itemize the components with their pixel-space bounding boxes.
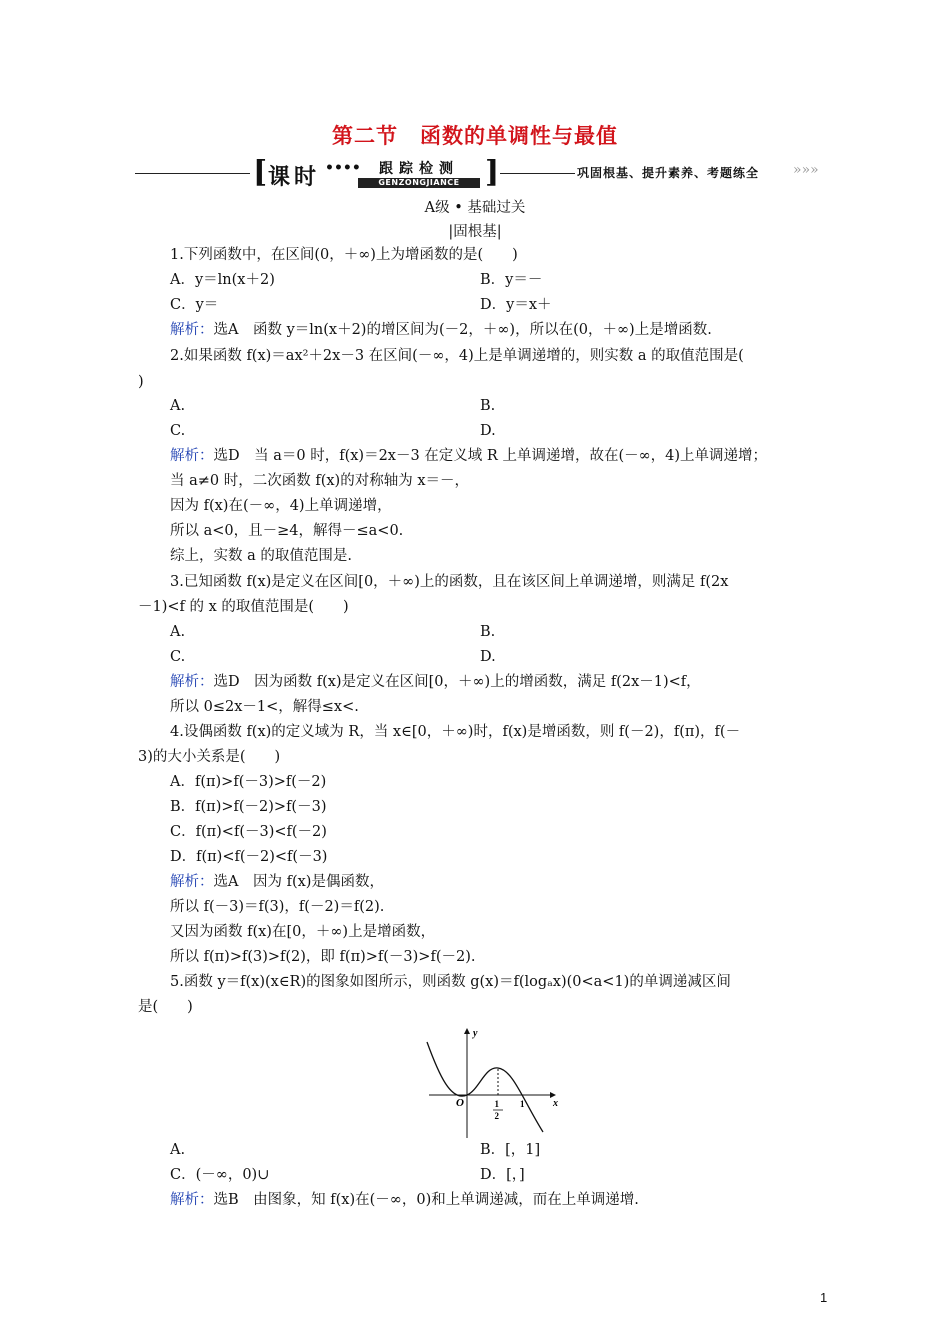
banner-genzong	[358, 158, 480, 186]
line-text: 选A 因为 f(x)是偶函数，	[213, 874, 384, 890]
option-left: C．y＝	[170, 297, 219, 313]
option-right: B．y＝－	[480, 272, 543, 288]
x-axis-label: x	[553, 1098, 558, 1109]
line-text: A．f(π)>f(－3)>f(－2)	[170, 774, 327, 790]
banner-subtitle: 巩固根基、提升素养、考题练全	[577, 166, 760, 180]
y-axis-arrow-icon	[464, 1028, 470, 1034]
text-line	[170, 697, 359, 717]
line-text: 3)的大小关系是( )	[138, 749, 281, 765]
banner-dots: ••••	[325, 160, 361, 176]
text-line	[170, 346, 744, 366]
line-text: 所以 a<0，且－≥4，解得－≤a<0.	[170, 523, 404, 539]
bracket-left: [	[253, 155, 268, 190]
text-line	[170, 822, 327, 842]
text-line	[170, 546, 352, 566]
text-line	[170, 797, 326, 817]
line-text: 因为 f(x)在(－∞，4)上单调递增，	[170, 498, 392, 514]
line-text: 当 a≠0 时，二次函数 f(x)的对称轴为 x＝－，	[170, 473, 469, 489]
text-line	[138, 597, 349, 617]
text-line	[170, 897, 384, 917]
option-left: C．(－∞，0)∪	[170, 1167, 270, 1183]
solution-line	[170, 320, 712, 340]
half-numerator: 1	[494, 1099, 499, 1109]
bracket-right: ]	[485, 155, 500, 190]
line-text: C．f(π)<f(－3)<f(－2)	[170, 824, 327, 840]
banner-keshi: 课时	[268, 164, 321, 190]
line-text: 选A 函数 y＝ln(x＋2)的增区间为(－2，＋∞)，所以在(0，＋∞)上是增函数.	[213, 322, 712, 338]
line-text: 4.设偶函数 f(x)的定义域为 R，当 x∈[0，＋∞)时，f(x)是增函数，则 f(－2)，f(π)，f(－	[170, 724, 741, 740]
text-line	[170, 722, 740, 742]
option-right: B．[，1]	[480, 1142, 541, 1158]
solution-line	[170, 1190, 639, 1210]
line-text: －1)<f 的 x 的取值范围是( )	[138, 599, 349, 615]
text-line	[138, 997, 193, 1017]
option-left: A.	[170, 398, 186, 414]
origin-label: O	[456, 1097, 464, 1109]
lesson-banner	[135, 155, 819, 190]
y-axis-label: y	[473, 1028, 478, 1039]
option-right: D.	[480, 649, 496, 665]
graph-svg	[425, 1020, 560, 1140]
line-text: B．f(π)>f(－2)>f(－3)	[170, 799, 327, 815]
line-text: 又因为函数 f(x)在[0，＋∞)上是增函数，	[170, 924, 436, 940]
text-line	[170, 972, 731, 992]
option-left: C.	[170, 649, 186, 665]
text-line	[170, 521, 403, 541]
line-text: 5.函数 y＝f(x)(x∈R)的图象如图所示，则函数 g(x)＝f(logₐx)(0<a<1)的单调递减区间	[170, 974, 731, 990]
line-text: )	[138, 374, 144, 390]
solution-label: 解析：	[170, 322, 214, 338]
line-text: 所以 f(－3)＝f(3)，f(－2)＝f(2).	[170, 899, 385, 915]
line-text: 3.已知函数 f(x)是定义在区间[0，＋∞)上的函数，且在该区间上单调递增，则满足 f(2x	[170, 574, 729, 590]
line-text: D．f(π)<f(－2)<f(－3)	[170, 849, 328, 865]
one-label: 1	[520, 1099, 525, 1109]
function-curve	[427, 1042, 543, 1132]
line-text: 选D 因为函数 f(x)是定义在区间[0，＋∞)上的增函数，满足 f(2x－1)<f，	[213, 674, 701, 690]
section-heading: |固根基|	[448, 224, 502, 240]
solution-label: 解析：	[170, 1192, 214, 1208]
text-line	[170, 572, 728, 592]
banner-rule-left	[135, 173, 250, 174]
text-line	[170, 496, 392, 516]
banner-rule-right	[500, 173, 575, 174]
text-line	[170, 947, 475, 967]
text-line	[170, 922, 435, 942]
line-text: 选D 当 a＝0 时，f(x)＝2x－3 在定义域 R 上单调递增，故在(－∞，4)上单调递增；	[213, 448, 768, 464]
page-title: 第二节 函数的单调性与最值	[332, 123, 618, 148]
solution-line	[170, 872, 384, 892]
chevrons-icon: »»»	[793, 162, 819, 178]
line-text: 1.下列函数中，在区间(0，＋∞)上为增函数的是( )	[170, 247, 518, 263]
option-left: A.	[170, 624, 186, 640]
solution-label: 解析：	[170, 448, 214, 464]
text-line	[170, 245, 518, 265]
banner-genzong-en: GENZONGJIANCE	[358, 178, 480, 188]
half-denominator: 2	[494, 1111, 499, 1121]
text-line	[170, 847, 327, 867]
text-line	[138, 747, 280, 767]
solution-label: 解析：	[170, 874, 214, 890]
line-text: 是( )	[138, 999, 193, 1015]
solution-label: 解析：	[170, 674, 214, 690]
option-left: C.	[170, 423, 186, 439]
line-text: 2.如果函数 f(x)＝ax²＋2x－3 在区间(－∞，4)上是单调递增的，则实数 a 的取值范围是(	[170, 348, 744, 364]
level-heading: A级 • 基础过关	[424, 200, 526, 216]
option-right: D．[，]	[480, 1167, 525, 1183]
text-line	[170, 471, 469, 491]
banner-genzong-cn: 跟踪检测	[379, 161, 459, 177]
option-right: B.	[480, 398, 496, 414]
option-left: A．y＝ln(x＋2)	[170, 272, 275, 288]
text-line	[170, 772, 326, 792]
option-right: B.	[480, 624, 496, 640]
page-number: 1	[820, 1290, 828, 1305]
option-left: A.	[170, 1142, 186, 1158]
line-text: 综上，实数 a 的取值范围是.	[170, 548, 352, 564]
line-text: 所以 0≤2x－1<，解得≤x<.	[170, 699, 359, 715]
function-graph	[425, 1020, 560, 1140]
line-text: 所以 f(π)>f(3)>f(2)，即 f(π)>f(－3)>f(－2).	[170, 949, 476, 965]
option-right: D.	[480, 423, 496, 439]
solution-line	[170, 446, 767, 466]
line-text: 选B 由图象，知 f(x)在(－∞，0)和上单调递减，而在上单调递增.	[213, 1192, 639, 1208]
solution-line	[170, 672, 701, 692]
text-line	[138, 372, 144, 392]
option-right: D．y＝x＋	[480, 297, 552, 313]
